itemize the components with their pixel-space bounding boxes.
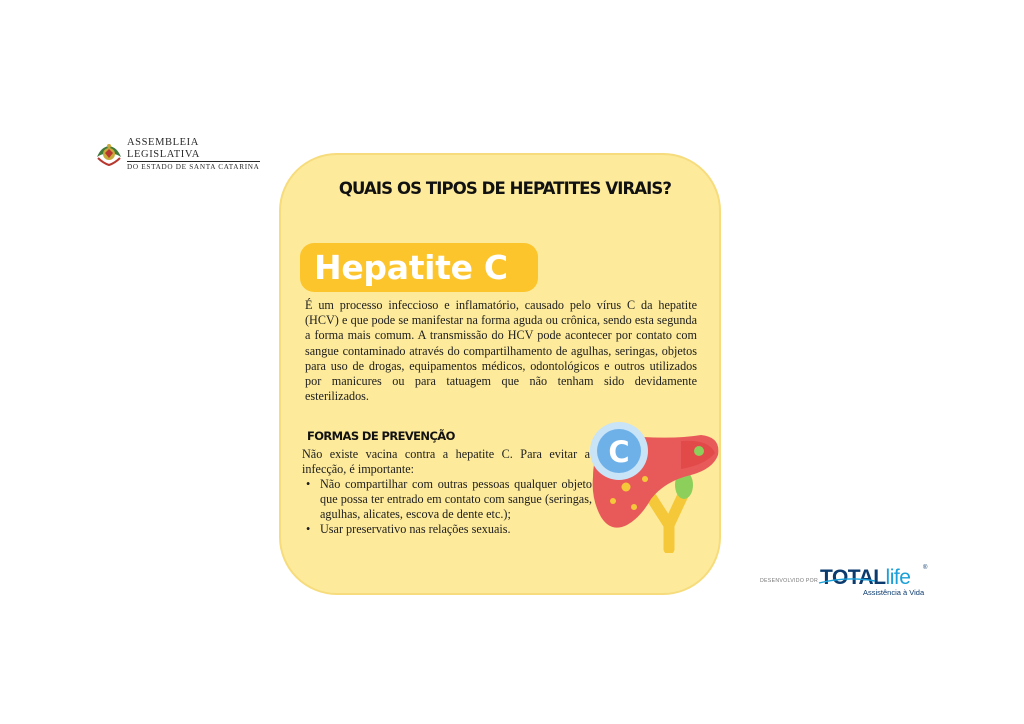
list-item-text: Usar preservativo nas relações sexuais. [320, 522, 511, 536]
card-title: QUAIS OS TIPOS DE HEPATITES VIRAIS? [338, 179, 672, 198]
info-card [279, 153, 721, 595]
developed-by-label: DESENVOLVIDO POR [760, 578, 819, 584]
brand-life: life [885, 566, 911, 589]
assembleia-logo [95, 136, 260, 171]
bullet: • [306, 522, 311, 536]
prevention-list [302, 477, 592, 537]
hepatitis-type-pill [300, 243, 538, 292]
totallife-brand [760, 567, 935, 601]
pill-label: Hepatite C [314, 248, 508, 287]
prevention-intro: Não existe vacina contra a hepatite C. Para evitar a infecção, é importante: [302, 447, 590, 476]
coat-of-arms-icon [95, 141, 123, 167]
liver-icon [581, 421, 721, 553]
list-item-text: Não compartilhar com outras pessoas qualquer objeto que possa ter entrado em contato com sangue (seringas, agulhas, alicates, escova de dente etc.); [320, 477, 592, 521]
swoosh-icon [818, 577, 876, 585]
logo-subtitle: DO ESTADO DE SANTA CATARINA [127, 162, 260, 171]
list-item [302, 522, 592, 537]
logo-title: ASSEMBLEIA LEGISLATIVA [127, 136, 200, 160]
registered-mark: ® [923, 565, 928, 571]
brand-total: TOTAL [820, 566, 886, 589]
badge-letter: C [608, 435, 630, 469]
list-item [302, 477, 592, 522]
brand-tagline: Assistência à Vida [863, 588, 925, 597]
description-paragraph: É um processo infeccioso e inflamatório, causado pelo vírus C da hepatite (HCV) e que pode se manifestar na forma aguda ou crônica, sendo esta segunda a forma mais comum. A transmissão do HCV pode acontecer por contato com sangue contaminado através do compartilhamento de agulhas, seringas, objetos para uso de drogas, equipamentos médicos, odontológicos e outros utilizados por manicures ou para tatuagem que não tenham sido devidamente esterilizados. [305, 298, 697, 404]
prevention-heading: FORMAS DE PREVENÇÃO [307, 429, 455, 443]
bullet: • [306, 477, 311, 491]
